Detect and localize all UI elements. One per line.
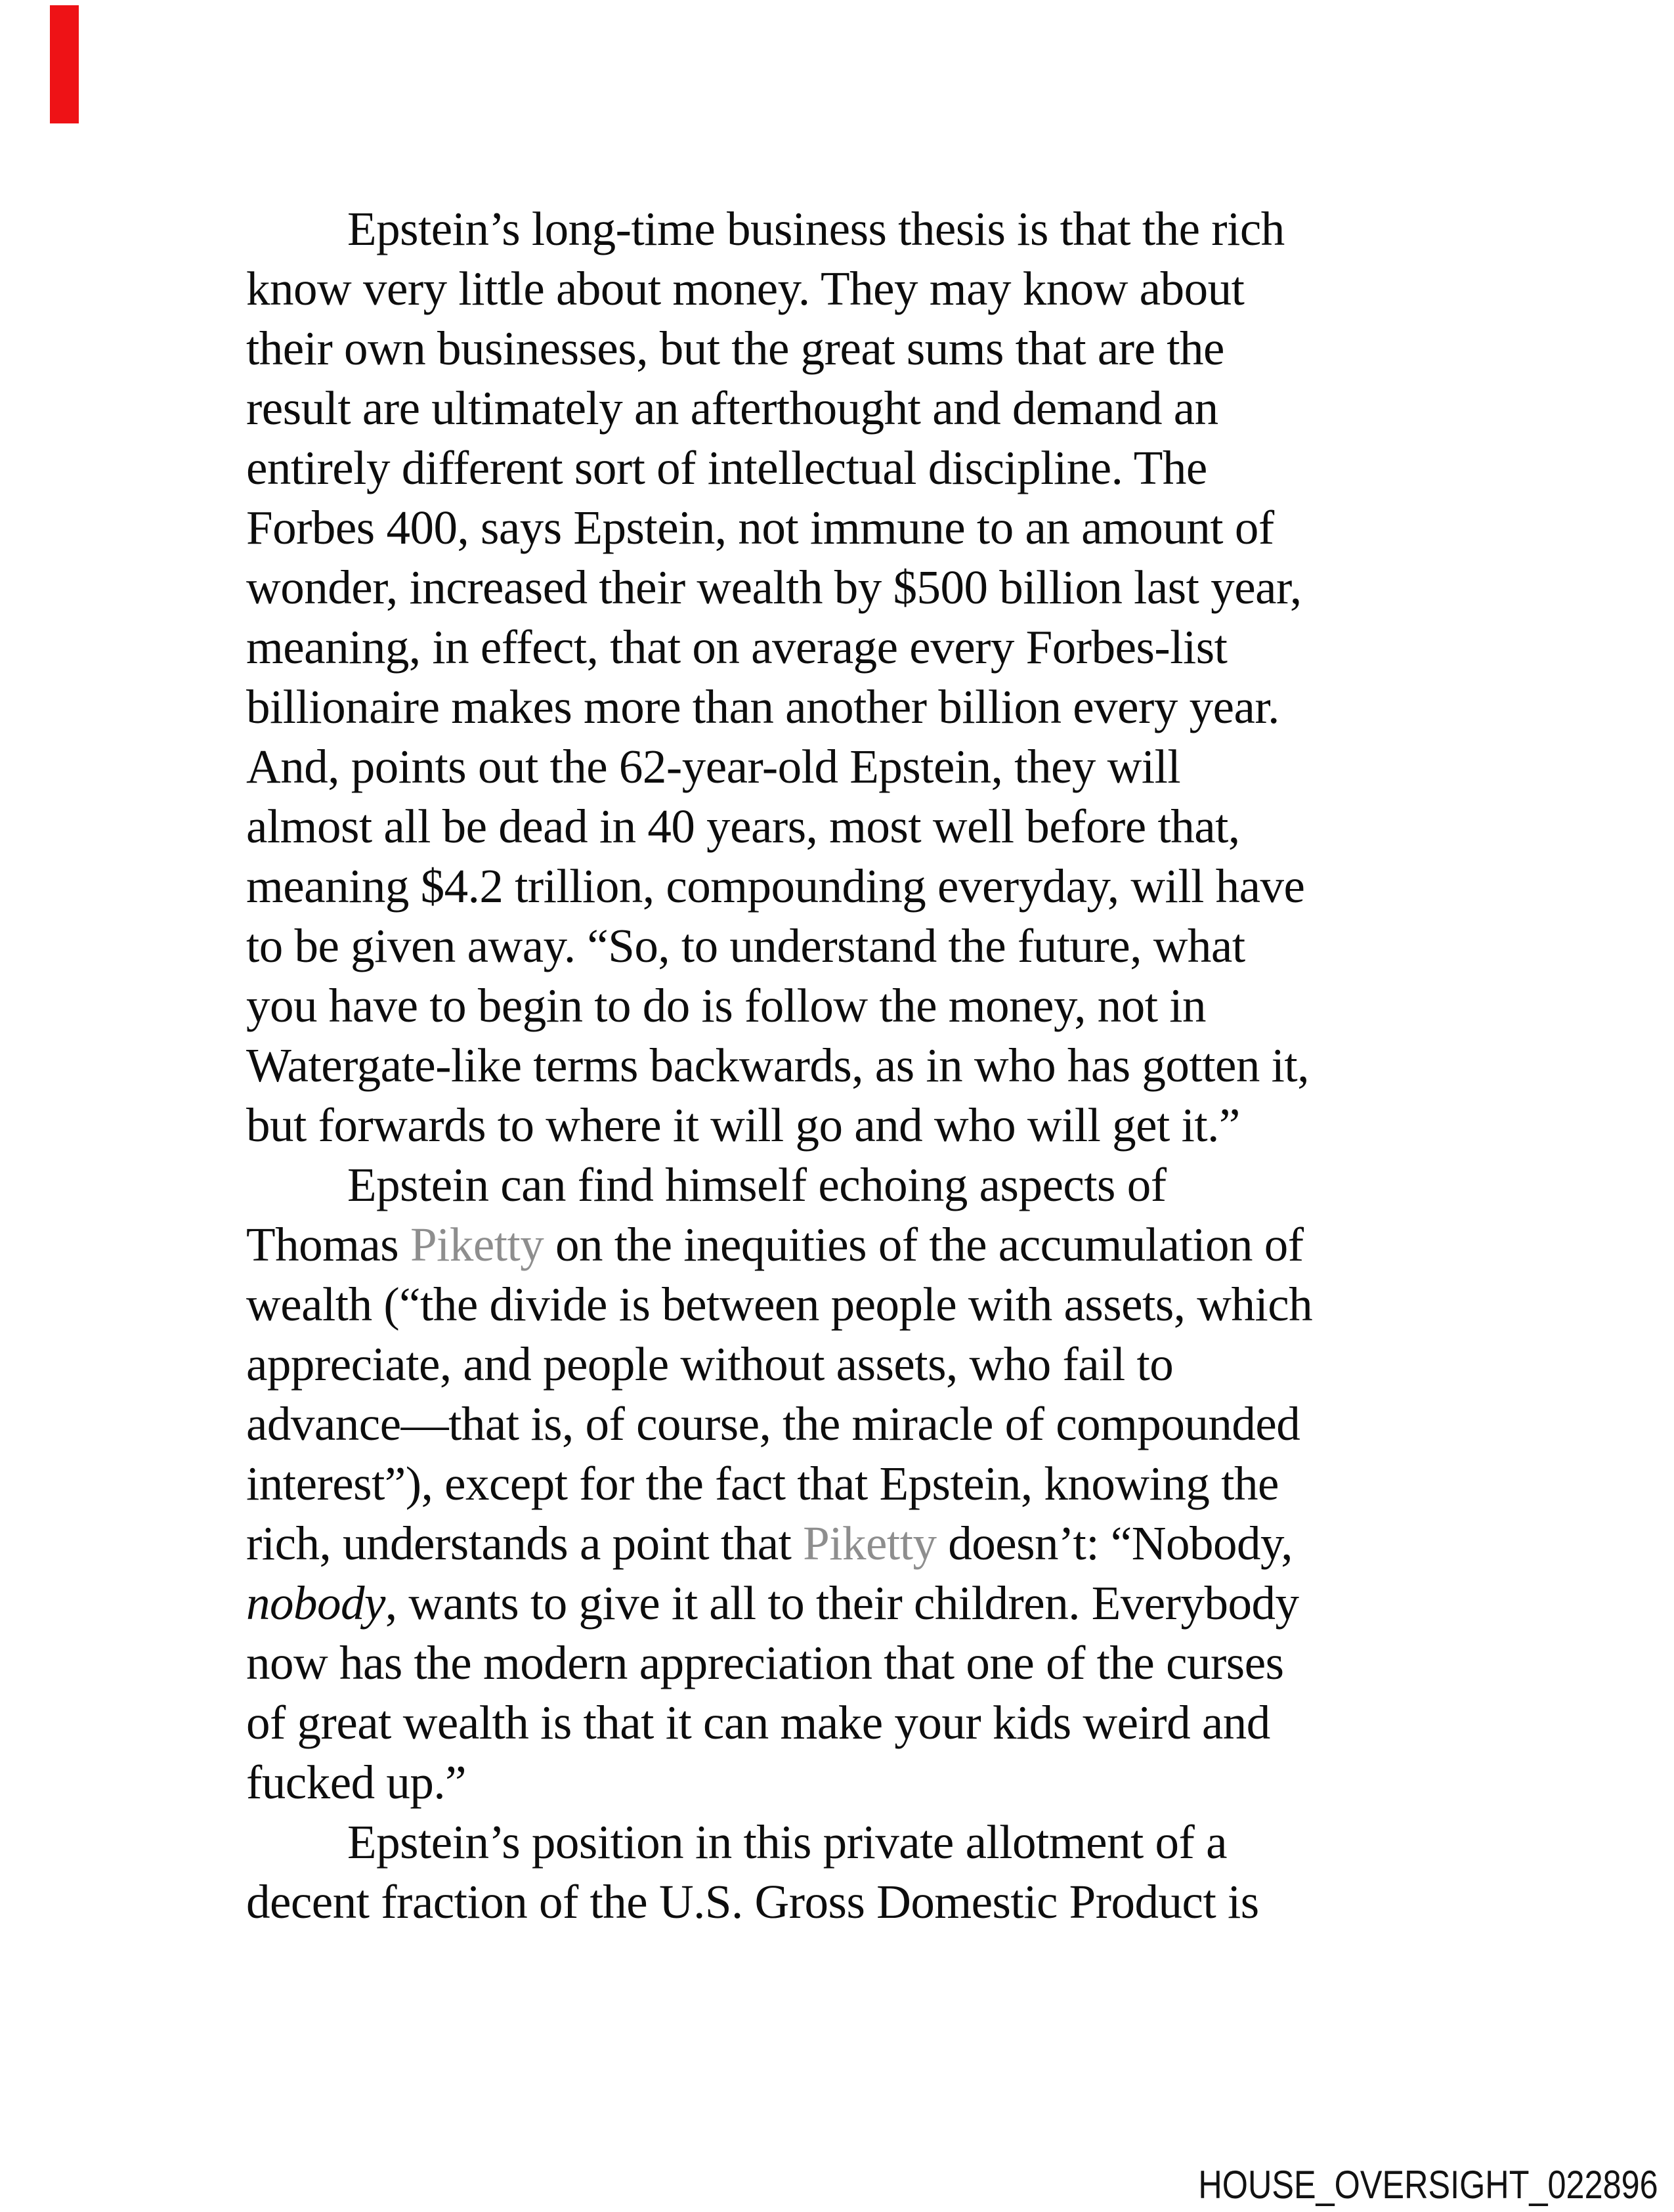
body-text: meaning $4.2 trillion, compounding everyday, will have <box>246 859 1305 913</box>
body-text: , wants to give it all to their children. Everybody <box>385 1576 1299 1630</box>
text-line <box>246 617 1497 677</box>
body-text: decent fraction of the U.S. Gross Domestic Product is <box>246 1875 1259 1928</box>
body-text: know very little about money. They may know about <box>246 262 1245 315</box>
text-line <box>246 1334 1497 1394</box>
text-line <box>246 1812 1497 1872</box>
text-line <box>246 1454 1497 1513</box>
body-text: on the inequities of the accumulation of <box>544 1218 1304 1271</box>
body-text: now has the modern appreciation that one of the curses <box>246 1636 1284 1689</box>
text-line <box>246 677 1497 737</box>
text-line <box>246 199 1497 259</box>
body-text: meaning, in effect, that on average every Forbes-list <box>246 620 1228 674</box>
body-text: billionaire makes more than another billion every year. <box>246 680 1279 733</box>
bates-stamp: HOUSE_OVERSIGHT_022896 <box>1198 2163 1658 2207</box>
body-text: Epstein’s position in this private allotment of a <box>347 1815 1228 1869</box>
body-text: Thomas <box>246 1218 410 1271</box>
text-line <box>246 1215 1497 1274</box>
text-line <box>246 796 1497 856</box>
body-text: advance—that is, of course, the miracle of compounded <box>246 1397 1300 1450</box>
text-line <box>246 1274 1497 1334</box>
text-block <box>246 199 1497 1932</box>
text-line <box>246 378 1497 438</box>
body-text: almost all be dead in 40 years, most well before that, <box>246 800 1240 853</box>
text-line <box>246 557 1497 617</box>
body-text: Watergate-like terms backwards, as in who has gotten it, <box>246 1039 1309 1092</box>
body-text: And, points out the 62-year-old Epstein, they will <box>246 740 1181 793</box>
text-line <box>246 1035 1497 1095</box>
body-text: Epstein can find himself echoing aspects of <box>347 1158 1167 1211</box>
body-text: result are ultimately an afterthought and demand an <box>246 381 1218 435</box>
body-text: of great wealth is that it can make your kids weird and <box>246 1696 1270 1749</box>
body-text: rich, understands a point that <box>246 1517 804 1570</box>
text-line <box>246 916 1497 976</box>
text-line <box>246 976 1497 1035</box>
text-line <box>246 1513 1497 1573</box>
text-line <box>246 1394 1497 1454</box>
text-line <box>246 438 1497 498</box>
body-text: interest”), except for the fact that Epstein, knowing the <box>246 1457 1279 1510</box>
piketty-gray-text: Piketty <box>410 1218 544 1271</box>
body-text: Forbes 400, says Epstein, not immune to an amount of <box>246 501 1274 554</box>
text-line <box>246 1693 1497 1752</box>
text-line <box>246 1155 1497 1215</box>
body-text: wealth (“the divide is between people with assets, which <box>246 1278 1313 1331</box>
body-text: to be given away. “So, to understand the future, what <box>246 919 1245 972</box>
text-line <box>246 1095 1497 1155</box>
body-text: entirely different sort of intellectual discipline. The <box>246 441 1207 494</box>
text-line <box>246 1872 1497 1932</box>
red-scan-mark <box>50 5 79 123</box>
text-line <box>246 1573 1497 1633</box>
text-line <box>246 737 1497 796</box>
body-text: fucked up.” <box>246 1756 467 1809</box>
body-text: doesn’t: “Nobody, <box>936 1517 1293 1570</box>
body-text: appreciate, and people without assets, who fail to <box>246 1337 1174 1391</box>
text-line <box>246 318 1497 378</box>
piketty-gray-text: Piketty <box>803 1517 937 1570</box>
body-text: Epstein’s long-time business thesis is that the rich <box>347 202 1285 255</box>
text-line <box>246 856 1497 916</box>
text-line <box>246 259 1497 318</box>
body-text: wonder, increased their wealth by $500 billion last year, <box>246 561 1302 614</box>
text-line <box>246 498 1497 557</box>
text-line <box>246 1752 1497 1812</box>
body-text: but forwards to where it will go and who will get it.” <box>246 1098 1240 1152</box>
italic-text: nobody <box>246 1576 385 1630</box>
body-text: you have to begin to do is follow the money, not in <box>246 979 1207 1032</box>
text-line <box>246 1633 1497 1693</box>
body-text: their own businesses, but the great sums that are the <box>246 322 1224 375</box>
